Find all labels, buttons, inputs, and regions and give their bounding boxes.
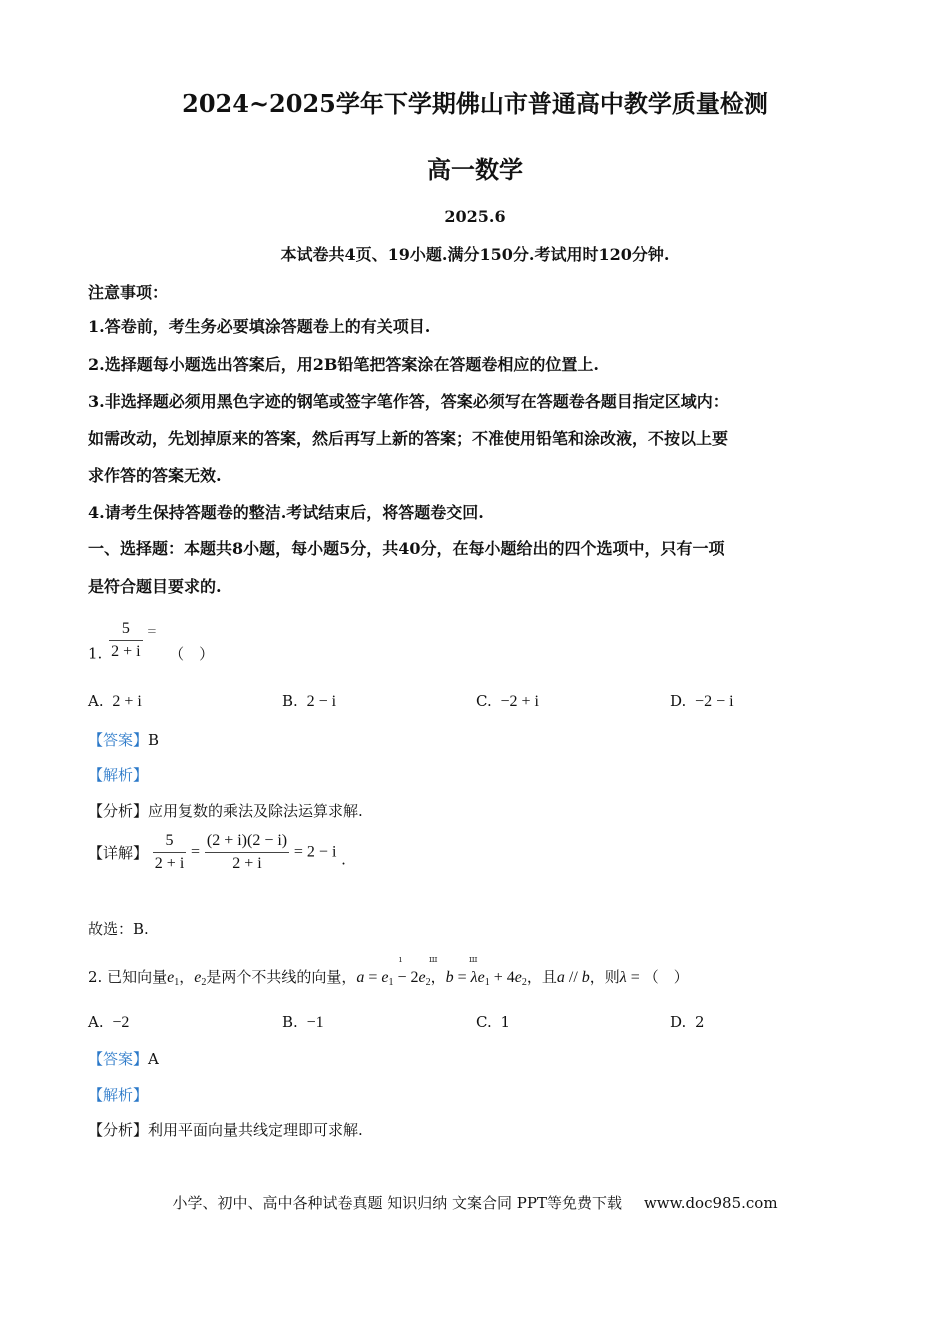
notice-item-1: 1.答卷前，考生务必要填涂答题卷上的有关项目. — [88, 317, 431, 336]
option-value: 2 — [695, 1013, 705, 1031]
option-label: B. — [282, 692, 298, 710]
notice-item-4: 4.请考生保持答题卷的整洁.考试结束后，将答题卷交回. — [88, 503, 484, 522]
answer-paren: （ ） — [169, 644, 215, 663]
fenxi-text: 利用平面向量共线定理即可求解. — [148, 1121, 363, 1139]
equals-sign: = — [191, 843, 201, 861]
vector-e2: e — [514, 969, 522, 986]
vector-a: a — [556, 969, 565, 986]
option-label: C. — [476, 692, 492, 710]
exam-subtitle: 高一数学 — [427, 155, 523, 184]
analysis-label: 【解析】 — [88, 766, 149, 784]
option-a — [88, 692, 142, 711]
option-value: −2 — [112, 1014, 130, 1031]
detail-result: = 2 − i — [293, 843, 337, 861]
equals-sign: = — [147, 623, 157, 641]
option-label: A. — [88, 692, 104, 710]
detail-fraction-2 — [205, 832, 289, 873]
fenxi-tag: 【分析】 — [88, 1121, 149, 1139]
option-b — [282, 692, 336, 711]
fraction-denominator: 2 + i — [232, 855, 262, 872]
question-1-stem — [88, 620, 214, 664]
notice-item-3: 3.非选择题必须用黑色字迹的钢笔或签字笔作答，答案必须写在答题卷各题目指定区域内： — [88, 392, 729, 411]
option-label: A. — [88, 1013, 104, 1031]
option-c — [476, 1013, 510, 1031]
analysis-tag — [88, 1084, 148, 1105]
vector-b: b — [581, 969, 590, 986]
analysis-tag — [88, 764, 148, 785]
vector-arrow-icon: ш — [429, 955, 438, 965]
section-heading-line1: 一、选择题：本题共8小题，每小题5分，共40分，在每小题给出的四个选项中，只有一项 — [88, 539, 725, 558]
answer-line — [88, 729, 159, 750]
subscript: 1 — [174, 977, 180, 988]
option-b — [282, 1013, 324, 1032]
option-c — [476, 692, 539, 711]
notice-item-3-cont: 如需改动，先划掉原来的答案，然后再写上新的答案；不准使用铅笔和涂改液，不按以上要 — [88, 429, 729, 448]
option-a — [88, 1013, 129, 1032]
answer-value: B — [148, 731, 160, 749]
option-value: 1 — [500, 1013, 511, 1031]
option-value: −1 — [306, 1014, 324, 1031]
question-2-text: 2. 已知向量 — [88, 968, 168, 986]
notice-item-2: 2.选择题每小题选出答案后，用2B铅笔把答案涂在答题卷相应的位置上. — [88, 355, 599, 374]
coefficient: + 4 — [489, 969, 515, 986]
option-label: D. — [670, 1013, 687, 1031]
fraction-numerator: (2 + i)(2 − i) — [205, 832, 289, 853]
subscript: 2 — [521, 977, 527, 988]
footer-site-link[interactable]: www.doc985.com — [643, 1194, 778, 1212]
exam-title: 2024~2025学年下学期佛山市普通高中教学质量检测 — [182, 89, 768, 118]
equals-sign: = — [453, 969, 471, 986]
question-2-text: ，且 — [526, 968, 557, 986]
fraction-numerator: 5 — [153, 832, 186, 853]
fenxi-text: 应用复数的乘法及除法运算求解. — [148, 802, 363, 820]
conclusion-line: 故选：B. — [88, 920, 149, 938]
page-footer — [0, 1192, 950, 1213]
option-value: 2 − i — [306, 693, 337, 710]
lambda-symbol: λ — [470, 969, 478, 986]
subscript: 2 — [425, 977, 431, 988]
answer-value: A — [148, 1050, 159, 1068]
coefficient: − 2 — [393, 969, 419, 986]
vector-a: a — [356, 969, 365, 986]
fenxi-line — [88, 1119, 363, 1140]
detail-tag: 【详解】 — [88, 844, 149, 862]
vector-e1: e — [381, 969, 389, 986]
equals-sign: = — [364, 969, 382, 986]
vector-arrow-icon: ш — [469, 955, 478, 965]
option-label: C. — [476, 1013, 492, 1031]
subscript: 2 — [201, 977, 207, 988]
subscript: 1 — [484, 977, 490, 988]
lambda-symbol: λ — [619, 969, 627, 986]
section-heading-line2: 是符合题目要求的. — [88, 577, 222, 596]
option-d — [670, 692, 734, 711]
question-number: 1. — [88, 644, 103, 663]
separator: ， — [179, 968, 195, 986]
subscript: 1 — [388, 977, 394, 988]
vector-b: b — [445, 969, 454, 986]
fraction-numerator: 5 — [109, 620, 142, 641]
detail-line — [88, 832, 346, 873]
vector-e2: e — [194, 969, 202, 986]
question-2-stem — [88, 966, 689, 988]
notice-heading: 注意事项： — [88, 283, 169, 302]
fenxi-tag: 【分析】 — [88, 802, 149, 820]
answer-tag: 【答案】 — [88, 1050, 149, 1068]
option-d — [670, 1013, 705, 1031]
vector-e2: e — [418, 969, 426, 986]
answer-paren: （ ） — [643, 968, 689, 986]
fraction-denominator: 2 + i — [154, 855, 185, 872]
detail-fraction-1 — [153, 832, 186, 873]
answer-tag: 【答案】 — [88, 731, 149, 749]
fraction-denominator: 2 + i — [111, 643, 141, 660]
option-label: B. — [282, 1013, 298, 1031]
fenxi-line — [88, 800, 363, 821]
question-2-text: ，则 — [589, 968, 620, 986]
vector-e1: e — [477, 969, 485, 986]
detail-end: . — [341, 850, 346, 869]
exam-date: 2025.6 — [444, 207, 506, 226]
notice-item-3-end: 求作答的答案无效. — [88, 466, 222, 485]
analysis-label: 【解析】 — [88, 1086, 149, 1104]
vector-e1: e — [167, 969, 175, 986]
separator: ， — [430, 968, 446, 986]
question-1-fraction — [109, 620, 142, 661]
exam-info: 本试卷共4页、19小题.满分150分.考试用时120分钟. — [280, 245, 670, 264]
equals-sign: = — [626, 969, 644, 986]
answer-line — [88, 1048, 159, 1069]
option-value: 2 + i — [112, 693, 142, 710]
question-2-text: 是两个不共线的向量， — [206, 968, 357, 986]
option-label: D. — [670, 692, 687, 710]
option-value: −2 + i — [500, 693, 539, 710]
vector-arrow-icon: ı — [399, 955, 402, 965]
option-value: −2 − i — [695, 693, 734, 710]
parallel-symbol: // — [564, 969, 582, 986]
footer-text: 小学、初中、高中各种试卷真题 知识归纳 文案合同 PPT等免费下载 — [172, 1194, 622, 1212]
